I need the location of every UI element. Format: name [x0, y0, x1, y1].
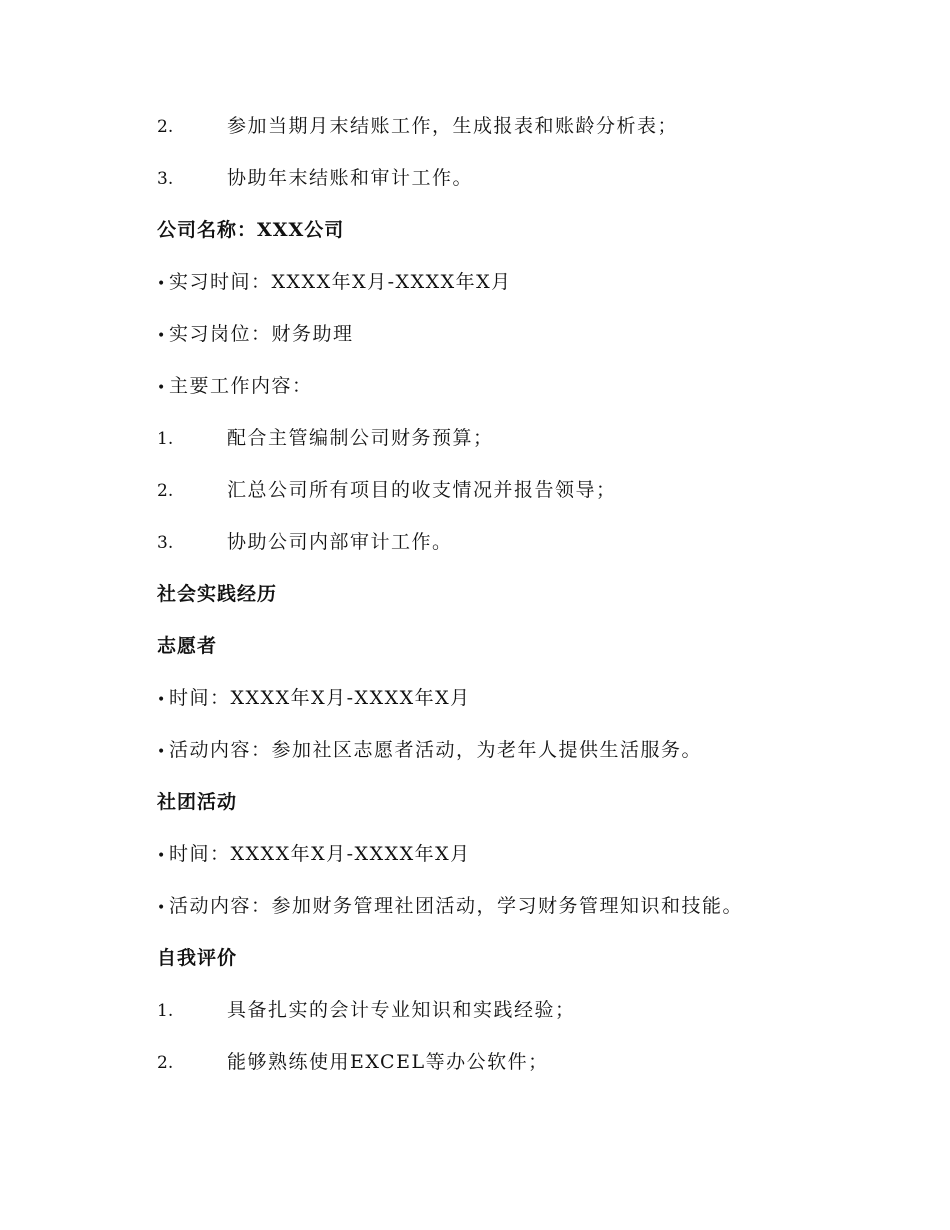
- item-text: 参加当期月末结账工作，生成报表和账龄分析表；: [227, 115, 679, 137]
- item-text: 时间：XXXX年X月-XXXX年X月: [169, 843, 471, 865]
- numbered-item: [157, 1048, 860, 1100]
- item-text: 配合主管编制公司财务预算；: [227, 427, 494, 449]
- numbered-item: [157, 112, 860, 164]
- numbered-item: [157, 528, 860, 580]
- section-heading: 公司名称：XXX公司: [157, 219, 345, 241]
- section-heading: 社会实践经历: [157, 583, 278, 605]
- bullet-mark: •: [157, 380, 166, 396]
- item-text: 主要工作内容：: [169, 375, 313, 397]
- bullet-mark: •: [157, 848, 166, 864]
- bullet-item: [157, 372, 860, 424]
- item-text: 能够熟练使用EXCEL等办公软件；: [227, 1051, 549, 1073]
- bullet-item: [157, 268, 860, 320]
- bullet-item: [157, 892, 860, 944]
- numbered-item: [157, 996, 860, 1048]
- numbered-item: [157, 476, 860, 528]
- item-text: 活动内容：参加财务管理社团活动，学习财务管理知识和技能。: [169, 895, 744, 917]
- bullet-mark: •: [157, 692, 166, 708]
- bullet-mark: •: [157, 328, 166, 344]
- bullet-item: [157, 320, 860, 372]
- item-number: 1.: [157, 1001, 174, 1021]
- bullet-mark: •: [157, 900, 166, 916]
- item-number: 2.: [157, 1053, 174, 1073]
- item-number: 3.: [157, 533, 174, 553]
- bullet-mark: •: [157, 744, 166, 760]
- numbered-item: [157, 164, 860, 216]
- item-text: 时间：XXXX年X月-XXXX年X月: [169, 687, 471, 709]
- item-text: 具备扎实的会计专业知识和实践经验；: [227, 999, 576, 1021]
- numbered-item: [157, 424, 860, 476]
- section-heading: 志愿者: [157, 635, 218, 657]
- item-number: 3.: [157, 169, 174, 189]
- item-text: 实习时间：XXXX年X月-XXXX年X月: [169, 271, 512, 293]
- section-heading: 社团活动: [157, 791, 238, 813]
- item-text: 活动内容：参加社区志愿者活动，为老年人提供生活服务。: [169, 739, 703, 761]
- item-number: 2.: [157, 481, 174, 501]
- item-text: 协助公司内部审计工作。: [227, 531, 453, 553]
- bullet-item: [157, 840, 860, 892]
- item-text: 协助年末结账和审计工作。: [227, 167, 474, 189]
- item-number: 2.: [157, 117, 174, 137]
- item-text: 汇总公司所有项目的收支情况并报告领导；: [227, 479, 617, 501]
- bullet-item: [157, 736, 860, 788]
- section-heading: 自我评价: [157, 947, 238, 969]
- item-text: 实习岗位：财务助理: [169, 323, 354, 345]
- bullet-mark: •: [157, 276, 166, 292]
- item-number: 1.: [157, 429, 174, 449]
- bullet-item: [157, 684, 860, 736]
